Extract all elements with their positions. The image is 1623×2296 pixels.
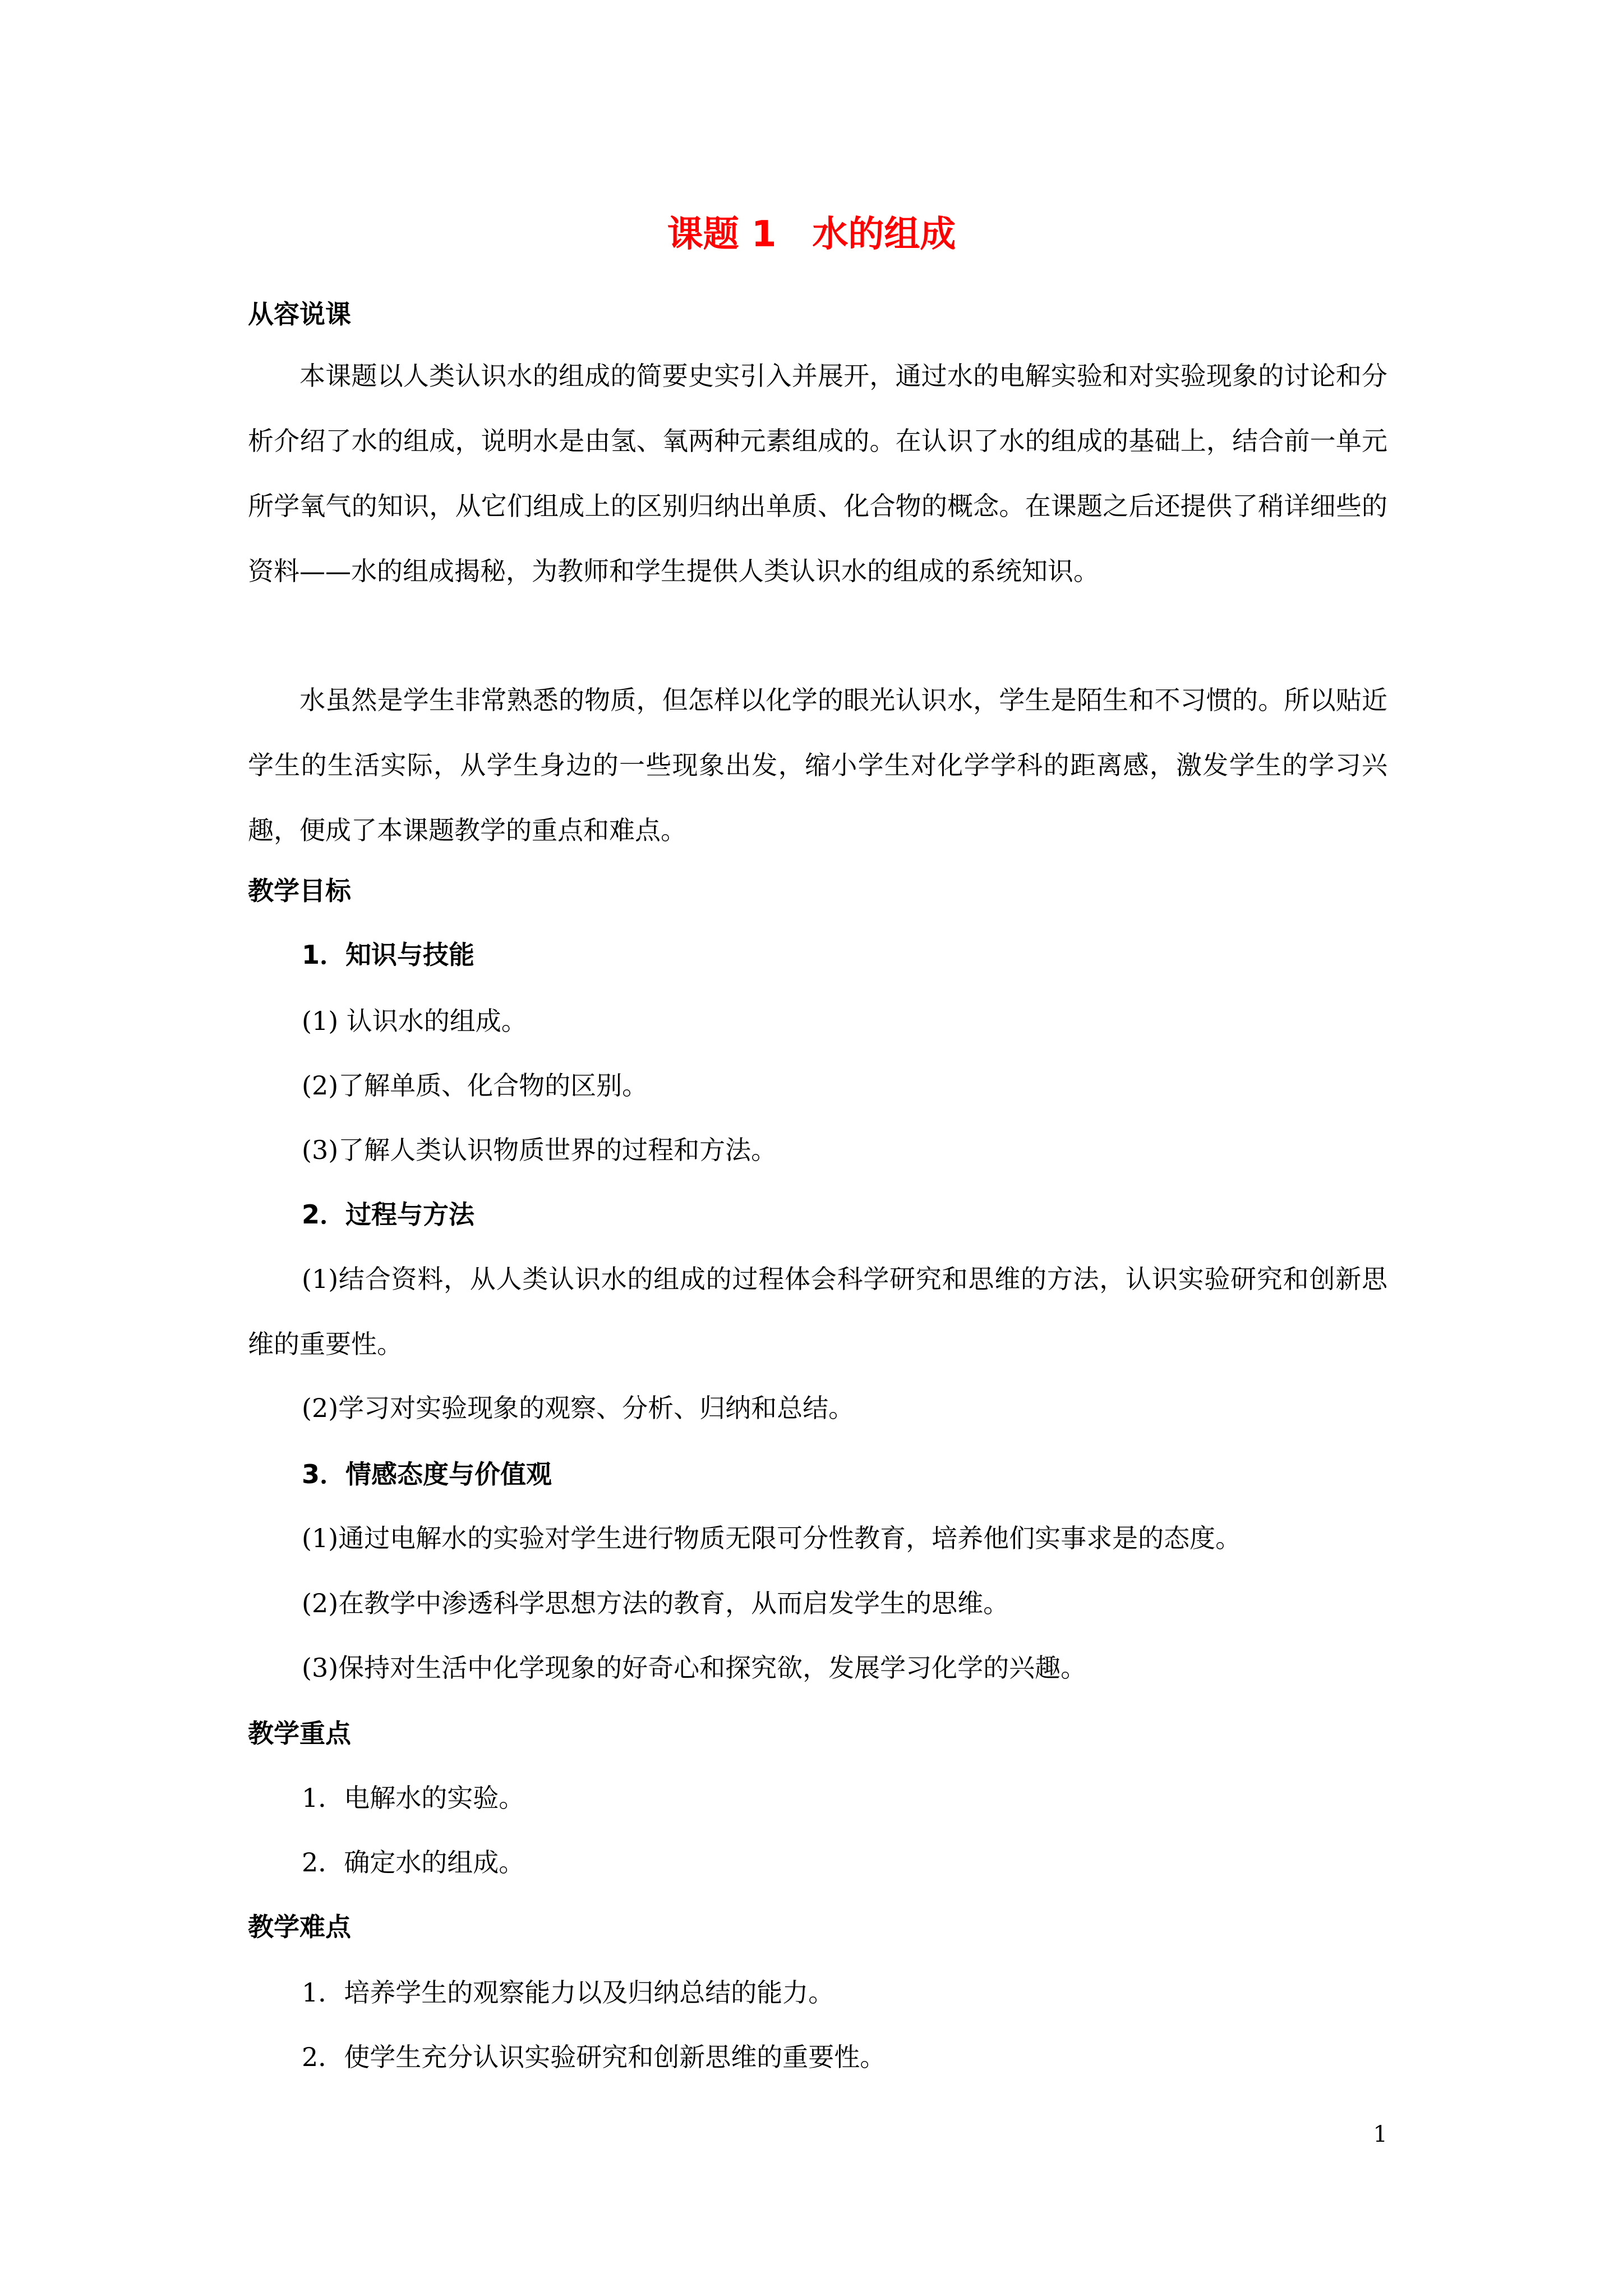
knowledge-item-2: (2)了解单质、化合物的区别。 [302, 1070, 648, 1101]
document-title: 课题 1 水的组成 [667, 214, 956, 255]
page-number: 1 [1373, 2122, 1387, 2147]
difficulty-item-1: 1．培养学生的观察能力以及归纳总结的能力。 [302, 1977, 834, 2008]
key-point-item-2: 2．确定水的组成。 [302, 1847, 525, 1878]
intro-paragraph-2-text: 水虽然是学生非常熟悉的物质，但怎样以化学的眼光认识水，学生是陌生和不习惯的。所以贴近学生的生活实际，从学生身边的一些现象出发，缩小学生对化学学科的距离感，激发学生的学习兴趣，便成了本课题教学的重点和难点。 [248, 685, 1387, 845]
attitude-item-2: (2)在教学中渗透科学思想方法的教育，从而启发学生的思维。 [302, 1588, 1009, 1618]
key-point-item-1: 1．电解水的实验。 [302, 1783, 525, 1813]
section-heading-key-points: 教学重点 [248, 1718, 351, 1749]
subheading-process: 2．过程与方法 [302, 1199, 475, 1230]
difficulty-item-2: 2．使学生充分认识实验研究和创新思维的重要性。 [302, 2042, 886, 2072]
intro-paragraph-2 [248, 668, 1387, 863]
knowledge-item-1: (1) 认识水的组成。 [302, 1006, 527, 1036]
intro-paragraph-1-text: 本课题以人类认识水的组成的简要史实引入并展开，通过水的电解实验和对实验现象的讨论和分析介绍了水的组成，说明水是由氢、氧两种元素组成的。在认识了水的组成的基础上，结合前一单元所学氧气的知识，从它们组成上的区别归纳出单质、化合物的概念。在课题之后还提供了稍详细些的资料——水的组成揭秘，为教师和学生提供人类认识水的组成的系统知识。 [248, 361, 1387, 586]
process-item-1 [248, 1246, 1387, 1377]
attitude-item-3: (3)保持对生活中化学现象的好奇心和探究欲，发展学习化学的兴趣。 [302, 1653, 1087, 1683]
process-item-1-text: (1)结合资料，从人类认识水的组成的过程体会科学研究和思维的方法，认识实验研究和创新思维的重要性。 [248, 1264, 1387, 1359]
knowledge-item-3: (3)了解人类认识物质世界的过程和方法。 [302, 1135, 777, 1165]
section-heading-intro: 从容说课 [248, 299, 351, 329]
process-item-2: (2)学习对实验现象的观察、分析、归纳和总结。 [302, 1393, 855, 1423]
section-heading-goals: 教学目标 [248, 876, 351, 906]
section-heading-difficulties: 教学难点 [248, 1912, 351, 1942]
intro-paragraph-1 [248, 343, 1387, 604]
subheading-attitude: 3．情感态度与价值观 [302, 1459, 552, 1489]
subheading-knowledge: 1．知识与技能 [302, 940, 475, 970]
attitude-item-1: (1)通过电解水的实验对学生进行物质无限可分性教育，培养他们实事求是的态度。 [302, 1523, 1242, 1553]
